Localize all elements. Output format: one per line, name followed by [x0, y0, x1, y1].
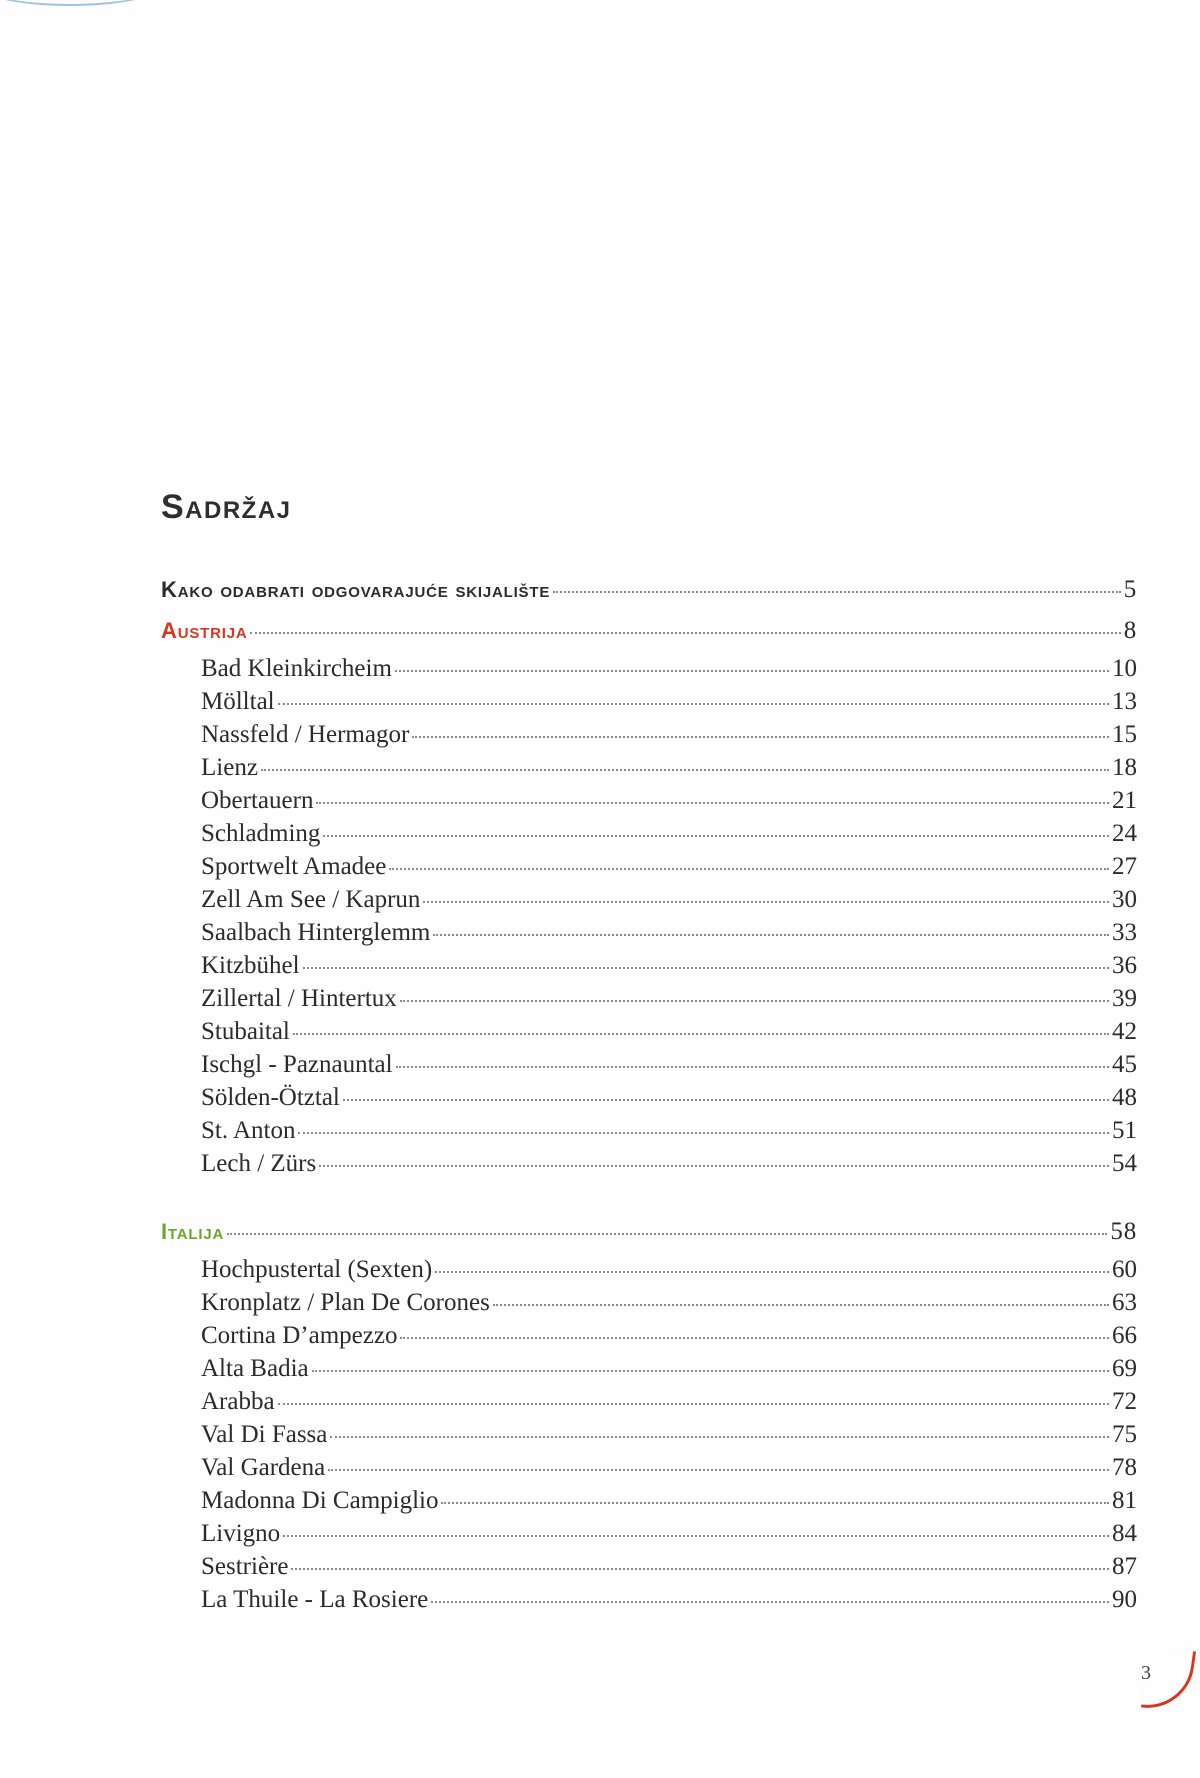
toc-intro-row[interactable]: [161, 576, 1137, 604]
toc-entry-label: Ischgl - Paznauntal: [201, 1051, 393, 1078]
toc-entry[interactable]: [161, 1388, 1137, 1416]
leader-dots: [330, 1436, 1109, 1438]
toc-entry-page: 69: [1112, 1355, 1137, 1382]
toc-entry-label: Zillertal / Hintertux: [201, 985, 397, 1012]
toc-entry[interactable]: [161, 1553, 1137, 1581]
toc-entry[interactable]: [161, 1084, 1137, 1112]
toc-entry[interactable]: [161, 886, 1137, 914]
toc-entry[interactable]: [161, 787, 1137, 815]
toc-entry-page: 78: [1112, 1454, 1137, 1481]
toc-entry-page: 90: [1112, 1586, 1137, 1613]
leader-dots: [303, 967, 1109, 969]
toc-entry-page: 39: [1112, 985, 1137, 1012]
toc-entry-page: 72: [1112, 1388, 1137, 1415]
leader-dots: [283, 1535, 1109, 1537]
leader-dots: [323, 835, 1109, 837]
leader-dots: [343, 1099, 1109, 1101]
leader-dots: [412, 736, 1109, 738]
toc-entry[interactable]: [161, 820, 1137, 848]
toc-entry-label: Saalbach Hinterglemm: [201, 919, 431, 946]
toc-entry[interactable]: [161, 1454, 1137, 1482]
toc-entry[interactable]: [161, 1586, 1137, 1614]
toc-entry-label: Alta Badia: [201, 1355, 309, 1382]
toc-entry-label: Sölden-Ötztal: [201, 1084, 340, 1111]
toc-entry[interactable]: [161, 985, 1137, 1013]
leader-dots: [435, 1271, 1109, 1273]
toc-section-title: Austrija: [161, 618, 248, 643]
toc-section-page: 8: [1123, 617, 1137, 644]
toc-entry-label: Val Di Fassa: [201, 1421, 328, 1448]
leader-dots: [400, 1337, 1109, 1339]
toc-entry-page: 13: [1112, 688, 1137, 715]
leader-dots: [278, 1403, 1109, 1405]
toc-entry-page: 48: [1112, 1084, 1137, 1111]
toc-entry-page: 27: [1112, 853, 1137, 880]
page-swoosh-decoration: [1141, 1645, 1196, 1714]
toc-entry-page: 10: [1112, 655, 1137, 682]
toc-entry-page: 33: [1112, 919, 1137, 946]
leader-dots: [389, 868, 1109, 870]
toc-entry[interactable]: [161, 1051, 1137, 1079]
leader-dots: [493, 1304, 1109, 1306]
leader-dots: [441, 1502, 1109, 1504]
toc-entry[interactable]: [161, 1520, 1137, 1548]
toc-entry-label: Stubaital: [201, 1018, 290, 1045]
leader-dots: [261, 769, 1109, 771]
page-title: Sadržaj: [161, 488, 292, 526]
toc-entry-label: Zell Am See / Kaprun: [201, 886, 421, 913]
toc-section-1[interactable]: [161, 1218, 1137, 1246]
leader-dots: [396, 1066, 1109, 1068]
toc-entry[interactable]: [161, 1322, 1137, 1350]
leader-dots: [293, 1033, 1109, 1035]
toc-entry-page: 54: [1112, 1150, 1137, 1177]
leader-dots: [423, 901, 1109, 903]
toc-entry[interactable]: [161, 721, 1137, 749]
toc-entry-label: Kitzbühel: [201, 952, 300, 979]
toc-entry-label: Madonna Di Campiglio: [201, 1487, 439, 1514]
toc-section-page: 58: [1110, 1218, 1137, 1245]
leader-dots: [328, 1469, 1109, 1471]
toc-entry-page: 15: [1112, 721, 1137, 748]
toc-entry-page: 51: [1112, 1117, 1137, 1144]
leader-dots: [278, 703, 1109, 705]
toc-entry[interactable]: [161, 952, 1137, 980]
toc-entry-label: La Thuile - La Rosiere: [201, 1586, 429, 1613]
toc-entry-page: 84: [1112, 1520, 1137, 1547]
toc-entry-label: Kronplatz / Plan De Corones: [201, 1289, 490, 1316]
toc-entry-page: 81: [1112, 1487, 1137, 1514]
toc-entry-label: Sportwelt Amadee: [201, 853, 387, 880]
leader-dots: [316, 802, 1109, 804]
toc-entry-label: Nassfeld / Hermagor: [201, 721, 410, 748]
toc-entry-page: 18: [1112, 754, 1137, 781]
leader-dots: [395, 670, 1109, 672]
toc-section-0[interactable]: [161, 617, 1137, 645]
toc-entry-label: Bad Kleinkircheim: [201, 655, 392, 682]
toc-entry[interactable]: [161, 1117, 1137, 1145]
leader-dots: [319, 1165, 1109, 1167]
toc-entry-label: Cortina D’ampezzo: [201, 1322, 398, 1349]
leader-dots: [553, 591, 1121, 593]
toc-entry-label: Livigno: [201, 1520, 281, 1547]
toc-section-title: Italija: [161, 1219, 225, 1244]
toc-intro-label: Kako odabrati odgovarajuće skijalište: [161, 577, 551, 602]
toc-entry[interactable]: [161, 1421, 1137, 1449]
leader-dots: [298, 1132, 1109, 1134]
leader-dots: [227, 1233, 1107, 1235]
corner-decoration: [0, 0, 170, 6]
toc-entry[interactable]: [161, 853, 1137, 881]
toc-entry-page: 24: [1112, 820, 1137, 847]
toc-entry-label: Sestrière: [201, 1553, 289, 1580]
toc-entry-page: 42: [1112, 1018, 1137, 1045]
toc-entry-label: Obertauern: [201, 787, 314, 814]
page-number: 3: [1141, 1662, 1151, 1684]
toc-entry[interactable]: [161, 688, 1137, 716]
toc-entry-page: 45: [1112, 1051, 1137, 1078]
toc-entry-page: 60: [1112, 1256, 1137, 1283]
toc-entry[interactable]: [161, 655, 1137, 683]
leader-dots: [431, 1601, 1109, 1603]
leader-dots: [312, 1370, 1109, 1372]
toc-entry[interactable]: [161, 1355, 1137, 1383]
toc-entry[interactable]: [161, 919, 1137, 947]
toc-entry[interactable]: [161, 1150, 1137, 1178]
toc-entry-label: Schladming: [201, 820, 321, 847]
toc-entry-label: Mölltal: [201, 688, 275, 715]
toc-entry[interactable]: [161, 1289, 1137, 1317]
toc-entry-page: 87: [1112, 1553, 1137, 1580]
toc-entry-label: Val Gardena: [201, 1454, 326, 1481]
toc-intro-page: 5: [1123, 576, 1137, 603]
toc-entry[interactable]: [161, 1018, 1137, 1046]
toc-entry-label: St. Anton: [201, 1117, 296, 1144]
toc-entry-label: Lech / Zürs: [201, 1150, 317, 1177]
toc-entry-page: 36: [1112, 952, 1137, 979]
toc-entry-page: 21: [1112, 787, 1137, 814]
toc-entry[interactable]: [161, 1256, 1137, 1284]
leader-dots: [291, 1568, 1109, 1570]
toc-entry-label: Hochpustertal (Sexten): [201, 1256, 433, 1283]
toc-entry-page: 30: [1112, 886, 1137, 913]
toc-entry-page: 75: [1112, 1421, 1137, 1448]
toc-entry-page: 63: [1112, 1289, 1137, 1316]
toc-entry-label: Arabba: [201, 1388, 275, 1415]
toc-entry-label: Lienz: [201, 754, 258, 781]
toc-entry[interactable]: [161, 1487, 1137, 1515]
toc-entry[interactable]: [161, 754, 1137, 782]
leader-dots: [433, 934, 1109, 936]
toc-entry-page: 66: [1112, 1322, 1137, 1349]
leader-dots: [400, 1000, 1109, 1002]
leader-dots: [250, 632, 1120, 634]
